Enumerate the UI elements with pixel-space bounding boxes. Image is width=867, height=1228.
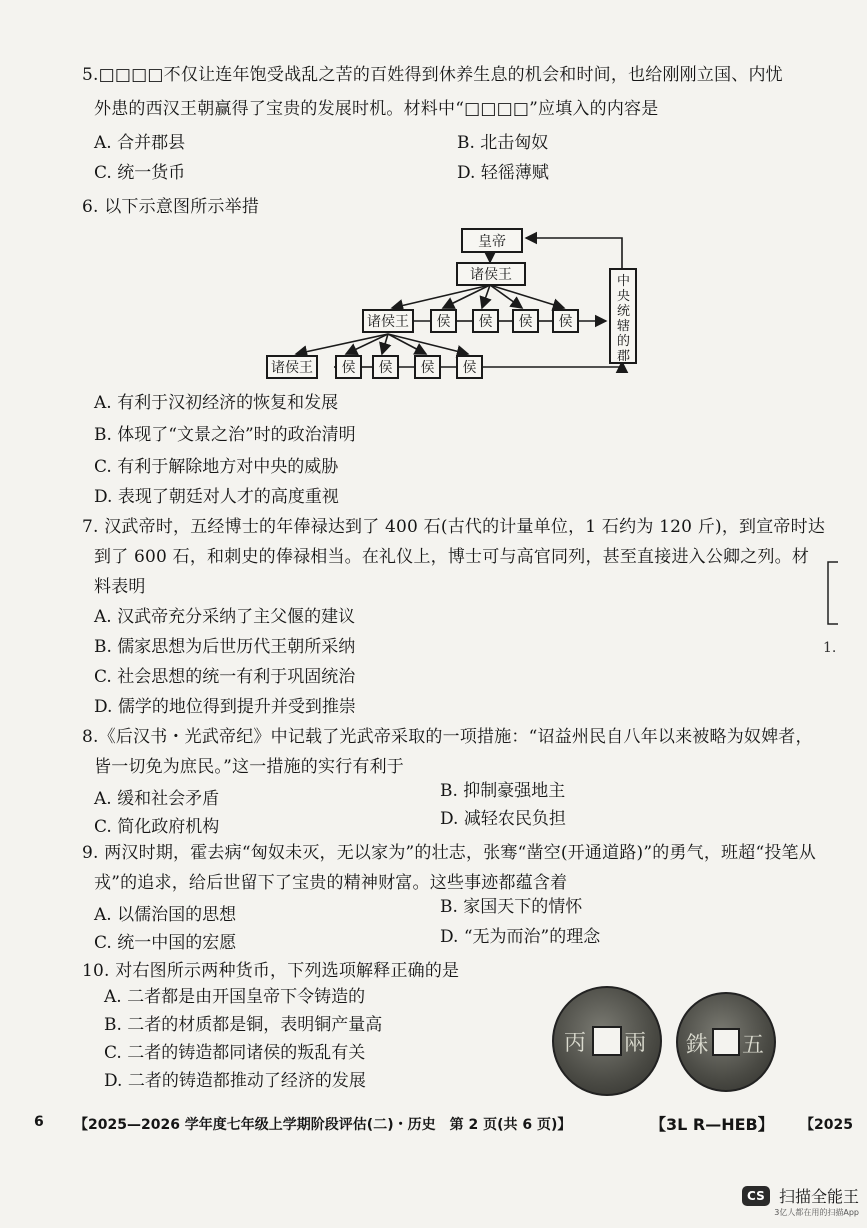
banliang-coin-image: 丙 兩: [552, 986, 662, 1096]
diagram-king-box-low: 诸侯王: [266, 355, 318, 379]
right-margin-bracket: [826, 560, 838, 626]
q9-option-b[interactable]: B. 家国天下的情怀: [440, 897, 583, 917]
q7-stem-line2: 到了 600 石，和刺史的俸禄相当。在礼仪上，博士可与高官同列，甚至直接进入公卿之列。材: [94, 547, 810, 567]
diagram-hou-box: 侯: [472, 309, 499, 333]
q5-stem-line2: 外患的西汉王朝赢得了宝贵的发展时机。材料中“□□□□”应填入的内容是: [94, 99, 659, 119]
q6-option-b[interactable]: B. 体现了“文景之治”时的政治清明: [94, 425, 356, 445]
q5-option-a[interactable]: A. 合并郡县: [94, 133, 186, 153]
q8-option-a[interactable]: A. 缓和社会矛盾: [94, 789, 220, 809]
scanner-watermark: [742, 1184, 859, 1218]
diagram-king-box-top: 诸侯王: [456, 262, 526, 286]
q5-option-d[interactable]: D. 轻徭薄赋: [457, 163, 549, 183]
q10-option-a[interactable]: A. 二者都是由开国皇帝下令铸造的: [104, 987, 366, 1007]
q7-option-d[interactable]: D. 儒学的地位得到提升并受到推崇: [94, 697, 356, 717]
diagram-commandery-box: 中央统辖的郡: [609, 268, 637, 364]
q5-option-c[interactable]: C. 统一货币: [94, 163, 186, 183]
q9-option-a[interactable]: A. 以儒治国的思想: [94, 905, 237, 925]
q10-stem: 10. 对右图所示两种货币，下列选项解释正确的是: [82, 961, 460, 981]
q7-option-b[interactable]: B. 儒家思想为后世历代王朝所采纳: [94, 637, 356, 657]
diagram-hou-box: 侯: [512, 309, 539, 333]
diagram-hou-box: 侯: [414, 355, 441, 379]
q5-option-b[interactable]: B. 北击匈奴: [457, 133, 549, 153]
diagram-hou-box: 侯: [456, 355, 483, 379]
watermark-app-name: 扫描全能王: [778, 1187, 859, 1206]
q9-option-c[interactable]: C. 统一中国的宏愿: [94, 933, 237, 953]
camscanner-logo-icon: CS: [742, 1186, 770, 1206]
q6-option-a[interactable]: A. 有利于汉初经济的恢复和发展: [94, 393, 339, 413]
diagram-emperor-box: 皇帝: [461, 228, 523, 253]
q7-option-a[interactable]: A. 汉武帝充分采纳了主父偃的建议: [94, 607, 356, 627]
right-margin-number: 1.: [823, 640, 837, 656]
q6-option-c[interactable]: C. 有利于解除地方对中央的威胁: [94, 457, 339, 477]
footer-code: 【3L R—HEB】: [650, 1115, 774, 1134]
q8-stem-line2: 皆一切免为庶民。”这一措施的实行有利于: [94, 757, 404, 777]
q6-stem: 6. 以下示意图所示举措: [82, 197, 260, 217]
q10-option-d[interactable]: D. 二者的铸造都推动了经济的发展: [104, 1071, 366, 1091]
q6-option-d[interactable]: D. 表现了朝廷对人才的高度重视: [94, 487, 339, 507]
q9-stem-line2: 戎”的追求，给后世留下了宝贵的精神财富。这些事迹都蕴含着: [94, 873, 568, 893]
footer-exam-info: 【2025—2026 学年度七年级上学期阶段评估(二)・历史 第 2 页(共 6 页)】: [74, 1117, 572, 1133]
q9-option-d[interactable]: D. “无为而治”的理念: [440, 927, 601, 947]
q8-option-d[interactable]: D. 减轻农民负担: [440, 809, 566, 829]
diagram-king-box-mid: 诸侯王: [362, 309, 414, 333]
q5-stem-line1: 5.□□□□不仅让连年饱受战乱之苦的百姓得到休养生息的机会和时间，也给刚刚立国、内忧: [82, 65, 783, 85]
q8-option-c[interactable]: C. 简化政府机构: [94, 817, 220, 837]
q7-stem-line1: 7. 汉武帝时，五经博士的年俸禄达到了 400 石(古代的计量单位，1 石约为 120 斤)，到宣帝时达: [82, 517, 826, 537]
q7-option-c[interactable]: C. 社会思想的统一有利于巩固统治: [94, 667, 356, 687]
q10-option-b[interactable]: B. 二者的材质都是铜，表明铜产量高: [104, 1015, 383, 1035]
q9-stem-line1: 9. 两汉时期，霍去病“匈奴未灭，无以家为”的壮志，张骞“凿空(开通道路)”的勇气，班超“投笔从: [82, 843, 816, 863]
wuzhu-coin-image: 銖 五: [676, 992, 776, 1092]
watermark-tagline: 3亿人都在用的扫描App: [774, 1208, 859, 1217]
diagram-hou-box: 侯: [372, 355, 399, 379]
q8-option-b[interactable]: B. 抑制豪强地主: [440, 781, 566, 801]
q8-stem-line1: 8.《后汉书・光武帝纪》中记载了光武帝采取的一项措施：“诏益州民自八年以来被略为奴婢者，: [82, 727, 813, 747]
footer-left-mark: 6: [34, 1114, 44, 1130]
diagram-hou-box: 侯: [430, 309, 457, 333]
footer-right-cut: 【2025: [800, 1117, 853, 1133]
diagram-hou-box: 侯: [552, 309, 579, 333]
diagram-hou-box: 侯: [335, 355, 362, 379]
q7-stem-line3: 料表明: [94, 577, 146, 597]
q10-option-c[interactable]: C. 二者的铸造都同诸侯的叛乱有关: [104, 1043, 366, 1063]
